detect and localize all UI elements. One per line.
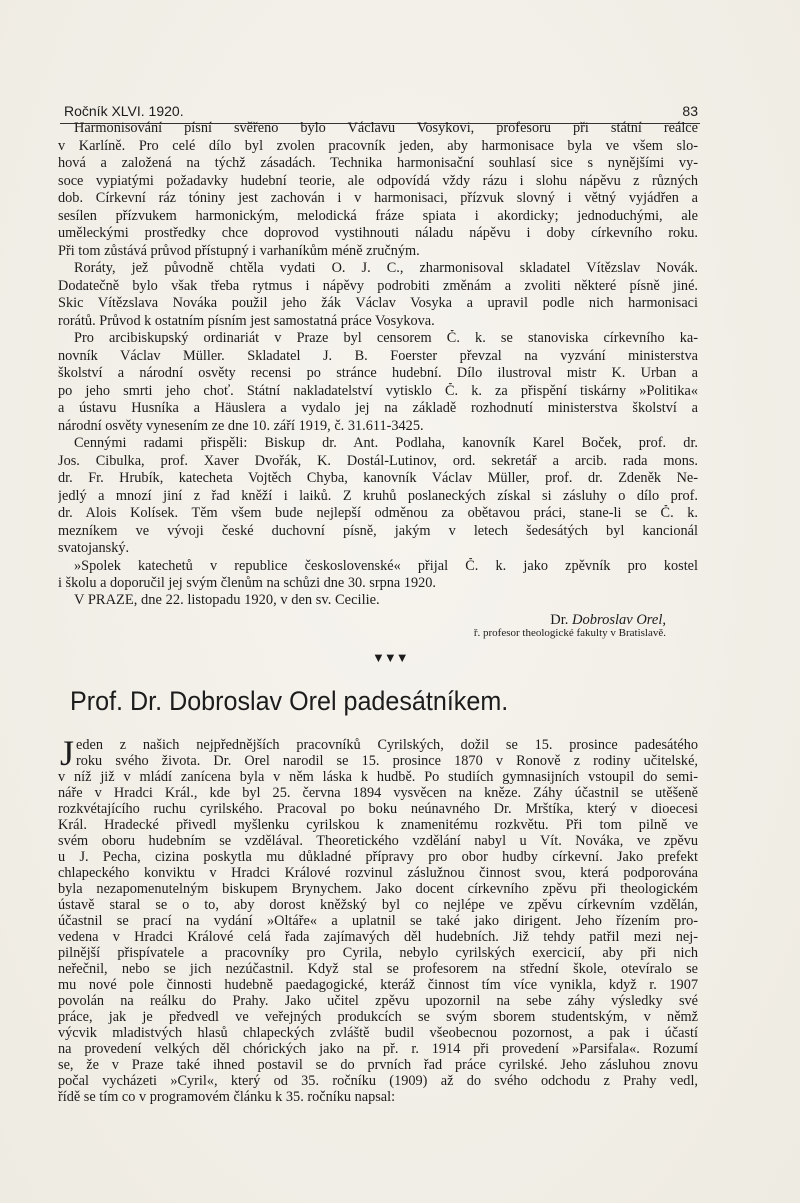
text-line: i školu a doporučil jej svým členům na schůzi dne 30. srpna 1920. <box>58 575 437 591</box>
text-line: Cennými radami přispěli: Biskup dr. Ant. Podlaha, kanovník Karel Boček, prof. dr. <box>74 435 698 451</box>
text-line: pilnější přispívatele a pracovníky pro Cyrila, nebylo cyrilských exercicií, aby při nich <box>58 945 698 961</box>
text-line: rorátů. Průvod k ostatním písním jest samostatná práce Vosykova. <box>58 312 435 329</box>
text-line: Při tom zůstává průvod přístupný i varhaníkům méně zručným. <box>58 242 420 259</box>
text-line: školství a národní osvěty recensi po stránce hudební. Dílo ilustroval mistr K. Urban a <box>58 365 698 381</box>
text-line: dr. Fr. Hrubík, katecheta Vojtěch Chyba, kanovník Václav Müller, prof. dr. Zdeněk Ne- <box>58 470 698 486</box>
text-line: jedlý a mnozí jiní z řad kněží i laiků. Z kruhů poslaneckých získal si zásluhy o dílo prof. <box>58 487 698 504</box>
text-line: Král. Hradecké přivedl myšlenku cyrilskou k znamenitému rozkvětu. Při tom pilně ve <box>58 817 698 833</box>
text-line: se, že v Praze také ihned postavil se do prvních řad práce cyrilské. Jeho zásluhou znovu <box>58 1057 698 1073</box>
text-line: povolán na reálku do Prahy. Jako učitel zpěvu upozornil na sebe záhy výsledky své <box>58 993 698 1009</box>
place-date: V PRAZE, dne 22. listopadu 1920, v den sv. Cecilie. <box>74 592 380 608</box>
text-line: svatojanský. <box>58 540 130 556</box>
text-line: Pro arcibiskupský ordinariát v Praze byl censorem Č. k. se stanoviska církevního ka- <box>74 330 698 346</box>
text-line: vedena v Hradci Králové celá řada zajímavých děl hudebních. Již tehdy patřil mezi nej- <box>58 929 698 945</box>
text-line: práce, jak je předvedl ve veřejných produkcích se svým sborem studentským, v němž <box>58 1009 698 1025</box>
text-line: sesílen přízvukem harmonickým, melodická fráze spiata i akordicky; jednoduchými, ale <box>58 207 698 224</box>
text-line: dr. Alois Kolísek. Těm všem bude nejlepší odměnou za obětavou práci, stane-li se Č. k. <box>58 505 698 521</box>
text-line: Jos. Cibulka, prof. Xaver Dvořák, K. Dostál-Lutinov, ord. sekretář a arcib. rada mons. <box>58 452 698 469</box>
text-line: řídě se tím co v programovém článku k 35. ročníku napsal: <box>58 1089 396 1105</box>
text-line: Dodatečně bylo však třeba rytmus i nápěvy podrobiti změnám a zvoliti některé písně jiné. <box>58 277 698 294</box>
text-line: Harmonisování písní svěřeno bylo Václavu Vosykovi, profesoru při státní reálce <box>74 120 698 136</box>
text-line: národní osvěty vynesením ze dne 10. září 1919, č. 31.611-3425. <box>58 417 424 434</box>
text-line: Roráty, jež původně chtěla vydati O. J. C., zharmonisoval skladatel Vítězslav Novák. <box>74 260 698 276</box>
journal-volume: Ročník XLVI. 1920. <box>64 103 184 119</box>
text-line: dob. Církevní ráz tóniny jest zachován i v harmonisaci, přízvuk slovný i větný vyjádřen a <box>58 190 698 206</box>
text-line: roku svého života. Dr. Orel narodil se 15. prosince 1870 v Ronově z rodiny učitelské, <box>76 753 698 769</box>
signature-prefix: Dr. <box>550 612 569 628</box>
text-line: soce vypiatými požadavky hudební teorie, ale odpovídá vždy rázu i slohu nápěvu z různých <box>58 172 698 189</box>
signature-name: Dobroslav Orel, <box>572 612 666 628</box>
article-title: Prof. Dr. Dobroslav Orel padesátníkem. <box>70 686 509 716</box>
text-line: eden z našich nejpřednějších pracovníků Cyrilských, dožil se 15. prosince padesátého <box>76 737 698 753</box>
text-line: na provedení velkých děl chórických jako na př. r. 1914 při provedení »Parsifala«. Rozumí <box>58 1041 698 1057</box>
text-line: po jeho smrti jeho choť. Státní nakladatelství vytisklo Č. k. za přispění tiskárny »Politika« <box>58 382 698 399</box>
drop-cap: J <box>60 733 75 773</box>
ornament-divider: ▼▼▼ <box>372 650 408 665</box>
text-line: účastnil se prací na vydání »Oltáře« a uplatnil se také jako dirigent. Jeho řízením pro- <box>58 913 698 929</box>
text-line: a ústavu Husníka a Häuslera a vydalo jej na základě rozhodnutí ministerstva školství a <box>58 400 698 416</box>
text-line: neřečnil, nebo se jich nezúčastnil. Když stal se profesorem na střední škole, otevíralo se <box>58 961 698 977</box>
text-line: uměleckými prostředky chce doprovod vystihnouti náladu nápěvu i doby církevního roku. <box>58 225 698 241</box>
text-line: rozkvétajícího ruchu cyrilského. Pracoval po boku neúnavného Dr. Mrštíka, který v dioecesi <box>58 801 698 817</box>
text-line: ústavě staral se o to, aby dorost kněžský byl co nejlépe ve zpěvu církevním vzdělán, <box>58 897 698 913</box>
text-line: počal vycházeti »Cyril«, který od 35. ročníku (1909) až do svého odchodu z Prahy vedl, <box>58 1073 698 1089</box>
text-line: byla nezapomenutelným biskupem Brynychem. Jako docent církevního zpěvu při theologickém <box>58 881 698 897</box>
text-line: u J. Pecha, cizina poskytla mu důkladné přípravy pro obor hudby církevní. Jako prefekt <box>58 849 698 865</box>
text-line: svém oboru hudebním se vzdělával. Theoretického vzdělání nabyl u Vít. Nováka, ve zpěvu <box>58 833 698 849</box>
text-line: »Spolek katechetů v republice československé« přijal Č. k. jako zpěvník pro kostel <box>74 557 698 574</box>
article-body <box>58 733 698 1105</box>
text-line: mezníkem ve vývoji české duchovní písně, jakým v letech šedesátých byl kancionál <box>58 522 698 539</box>
text-line: Skic Vítězslava Nováka použil jeho žák Václav Vosyka a upravil podle nich harmonisaci <box>58 295 698 311</box>
signature-title: ř. profesor theologické fakulty v Bratislavě. <box>473 627 666 639</box>
text-line: mu nové pole činnosti hudebně paedagogické, kteráž činnost tím více vynikla, když r. 1907 <box>58 977 698 993</box>
text-line: výcvik mladistvých hlasů chlapeckých zvláště budil všeobecnou pozornost, a pak i účastí <box>58 1025 698 1041</box>
text-line: v Karlíně. Pro celé dílo byl zvolen pracovník jeden, aby harmonisace byla ve všem slo- <box>58 137 698 154</box>
page-number: 83 <box>682 103 698 119</box>
text-line: náře v Hradci Král., kde byl 25. června 1894 vysvěcen na kněze. Záhy účastnil se utěšeně <box>58 785 698 801</box>
text-line: novník Václav Müller. Skladatel J. B. Foerster převzal na vyzvání ministerstva <box>58 347 698 364</box>
text-line: v níž již v mládí zanícena byla v něm láska k hudbě. Po studiích gymnasijních vstoupil do semi- <box>58 769 698 785</box>
section-body <box>58 120 698 593</box>
text-line: chlapeckého konviktu v Hradci Králové rozvinul záslužnou činnost svou, která podporována <box>58 865 698 881</box>
text-line: hová a založená na týchž zásadách. Technika harmonisační souhlasí sice s nynějšími vy- <box>58 155 698 171</box>
